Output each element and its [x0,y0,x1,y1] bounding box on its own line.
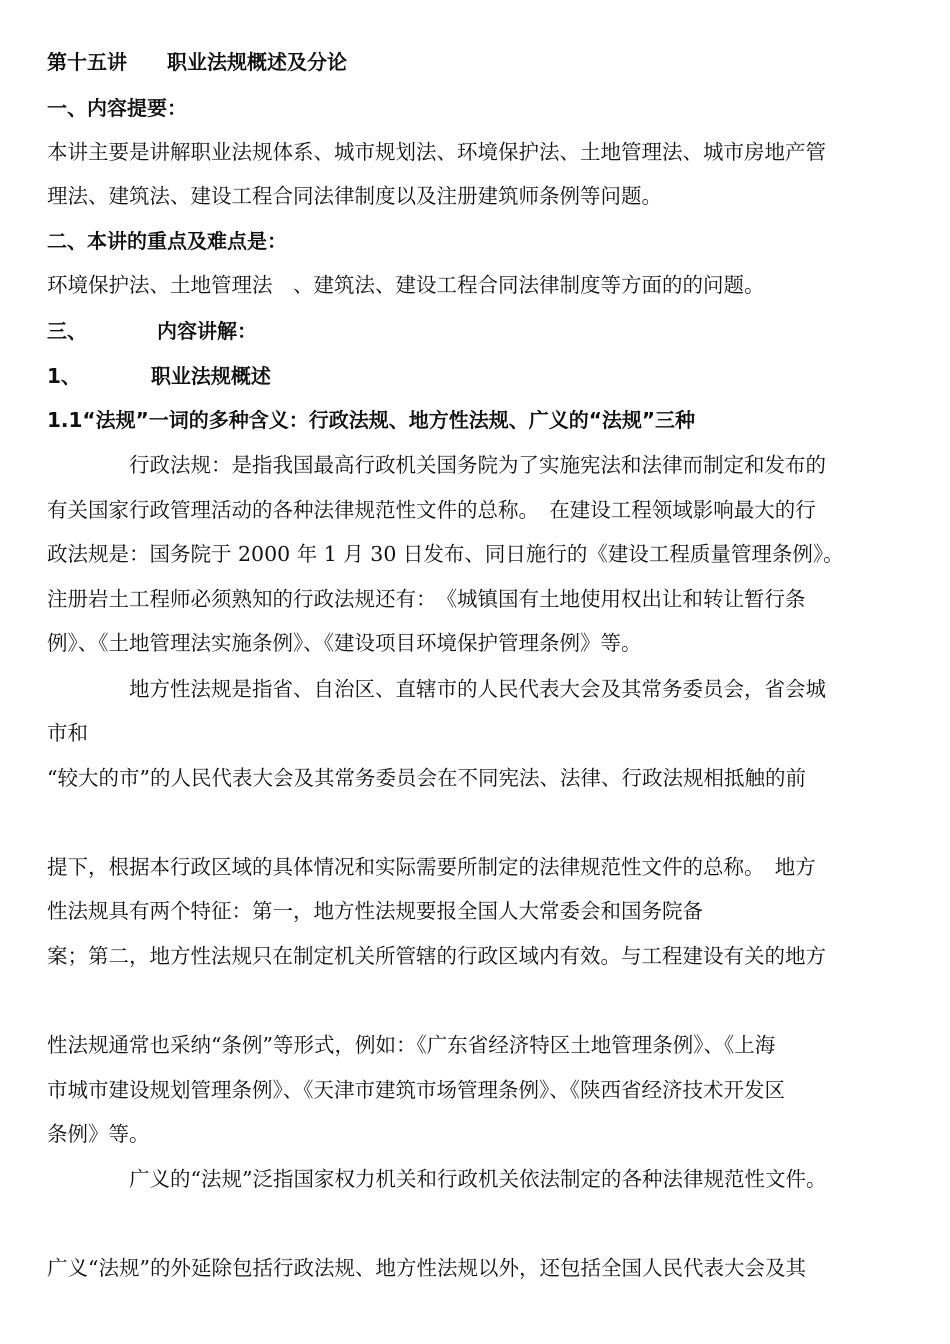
paragraph-line: 注册岩土工程师必须熟知的行政法规还有： 《城镇国有土地使用权出让和转让暂行条 [47,587,806,611]
paragraph-line: 性法规通常也采纳“条例”等形式，例如：《广东省经济特区土地管理条例》、《上海 [47,1033,776,1057]
paragraph-line: 性法规具有两个特征：第一，地方性法规要报全国人大常委会和国务院备 [47,899,703,923]
paragraph-line: 环境保护法、土地管理法 、建筑法、建设工程合同法律制度等方面的的问题。 [47,273,765,297]
paragraph-line: 例》、《土地管理法实施条例》、《建设项目环境保护管理条例》等。 [47,631,642,655]
paragraph-line: 理法、建筑法、建设工程合同法律制度以及注册建筑师条例等问题。 [47,184,662,208]
section-heading-keypoints: 二、本讲的重点及难点是： [47,229,287,253]
paragraph-line: 广义“法规”的外延除包括行政法规、地方性法规以外，还包括全国人民代表大会及其 [47,1256,806,1280]
lecture-title: 第十五讲 职业法规概述及分论 [47,50,347,74]
section-heading-content: 三、 内容讲解： [47,319,257,343]
paragraph-line: “较大的市”的人民代表大会及其常务委员会在不同宪法、法律、行政法规相抵触的前 [47,766,806,790]
paragraph-line: 政法规是：国务院于 2000 年 1 月 30 日发布、同日施行的《建设工程质量管理条例》。 [47,542,844,566]
subsection-heading: 1、 职业法规概述 [47,364,271,388]
subsection-heading-1-1: 1.1“法规”一词的多种含义：行政法规、地方性法规、广义的“法规”三种 [47,408,696,432]
paragraph-line: 条例》等。 [47,1122,150,1146]
paragraph-line: 行政法规：是指我国最高行政机关国务院为了实施宪法和法律而制定和发布的 [47,453,826,477]
section-heading-summary: 一、内容提要： [47,96,187,120]
paragraph-line: 市城市建设规划管理条例》、《天津市建筑市场管理条例》、《陕西省经济技术开发区 [47,1078,785,1102]
paragraph-line: 有关国家行政管理活动的各种法律规范性文件的总称。 在建设工程领域影响最大的行 [47,498,816,522]
paragraph-line: 案；第二，地方性法规只在制定机关所管辖的行政区域内有效。与工程建设有关的地方 [47,944,826,968]
paragraph-line: 地方性法规是指省、自治区、直辖市的人民代表大会及其常务委员会，省会城 [47,677,826,701]
paragraph-line: 市和 [47,721,88,745]
paragraph-line: 广义的“法规”泛指国家权力机关和行政机关依法制定的各种法律规范性文件。 [47,1167,827,1191]
paragraph-line: 本讲主要是讲解职业法规体系、城市规划法、环境保护法、土地管理法、城市房地产管 [47,140,826,164]
paragraph-line: 提下，根据本行政区域的具体情况和实际需要所制定的法律规范性文件的总称。 地方 [47,855,816,879]
